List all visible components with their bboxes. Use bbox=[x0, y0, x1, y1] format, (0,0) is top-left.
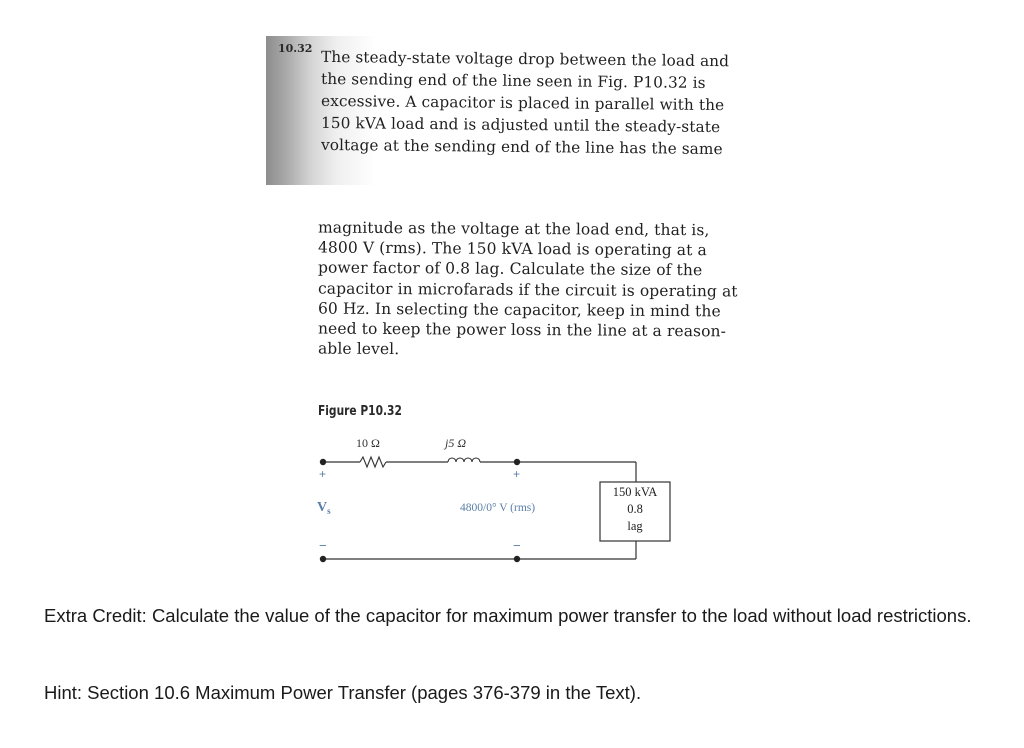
inductor-symbol bbox=[448, 458, 480, 462]
load-node-bottom bbox=[514, 556, 520, 562]
text-line: capacitor in microfarads if the circuit is operating at bbox=[317, 279, 738, 301]
text-line: magnitude as the voltage at the load end, that is, bbox=[317, 218, 710, 240]
load-rating: 150 kVA bbox=[612, 485, 658, 499]
source-label bbox=[317, 500, 331, 516]
load-power-factor: 0.8 bbox=[627, 502, 643, 516]
load-lag: lag bbox=[627, 519, 643, 533]
load-plus: + bbox=[513, 467, 521, 481]
text-line: 150 kVA load and is adjusted until the steady-state bbox=[320, 113, 721, 137]
source-label-subscript: s bbox=[327, 506, 331, 516]
source-minus: − bbox=[319, 538, 327, 553]
text-line: able level. bbox=[317, 339, 400, 359]
text-line: The steady-state voltage drop between the load and bbox=[320, 47, 730, 71]
text-line: excessive. A capacitor is placed in parallel with the bbox=[320, 91, 725, 115]
text-line: 60 Hz. In selecting the capacitor, keep in mind the bbox=[317, 299, 721, 321]
inductor-label: j5 Ω bbox=[445, 436, 467, 450]
load-voltage-label: 4800/0° V (rms) bbox=[460, 502, 536, 514]
resistor-symbol bbox=[360, 457, 386, 467]
source-terminal-top bbox=[320, 459, 326, 465]
hint-text: Hint: Section 10.6 Maximum Power Transfer (pages 376-379 in the Text). bbox=[44, 682, 642, 703]
source-plus: + bbox=[319, 467, 327, 481]
resistor-label: 10 Ω bbox=[356, 436, 380, 450]
figure-label: Figure P10.32 bbox=[318, 404, 402, 419]
text-line: need to keep the power loss in the line at a reason- bbox=[317, 319, 727, 341]
extra-credit-text: Extra Credit: Calculate the value of the capacitor for maximum power transfer to the load without load restrictions. bbox=[44, 605, 972, 626]
circuit-diagram bbox=[310, 425, 690, 575]
text-line: voltage at the sending end of the line has the same bbox=[320, 135, 723, 159]
load-node-top bbox=[514, 459, 520, 465]
problem-paragraph-1 bbox=[320, 47, 730, 159]
text-line: 4800 V (rms). The 150 kVA load is operating at a bbox=[317, 238, 707, 260]
problem-paragraph-2 bbox=[318, 219, 738, 360]
problem-scan-top bbox=[266, 36, 730, 185]
problem-number: 10.32 bbox=[278, 42, 313, 55]
text-line: power factor of 0.8 lag. Calculate the size of the bbox=[317, 258, 703, 280]
source-terminal-bottom bbox=[320, 556, 326, 562]
load-minus: − bbox=[513, 538, 521, 553]
source-label-v: V bbox=[317, 500, 328, 515]
text-line: the sending end of the line seen in Fig. P10.32 is bbox=[320, 69, 706, 92]
